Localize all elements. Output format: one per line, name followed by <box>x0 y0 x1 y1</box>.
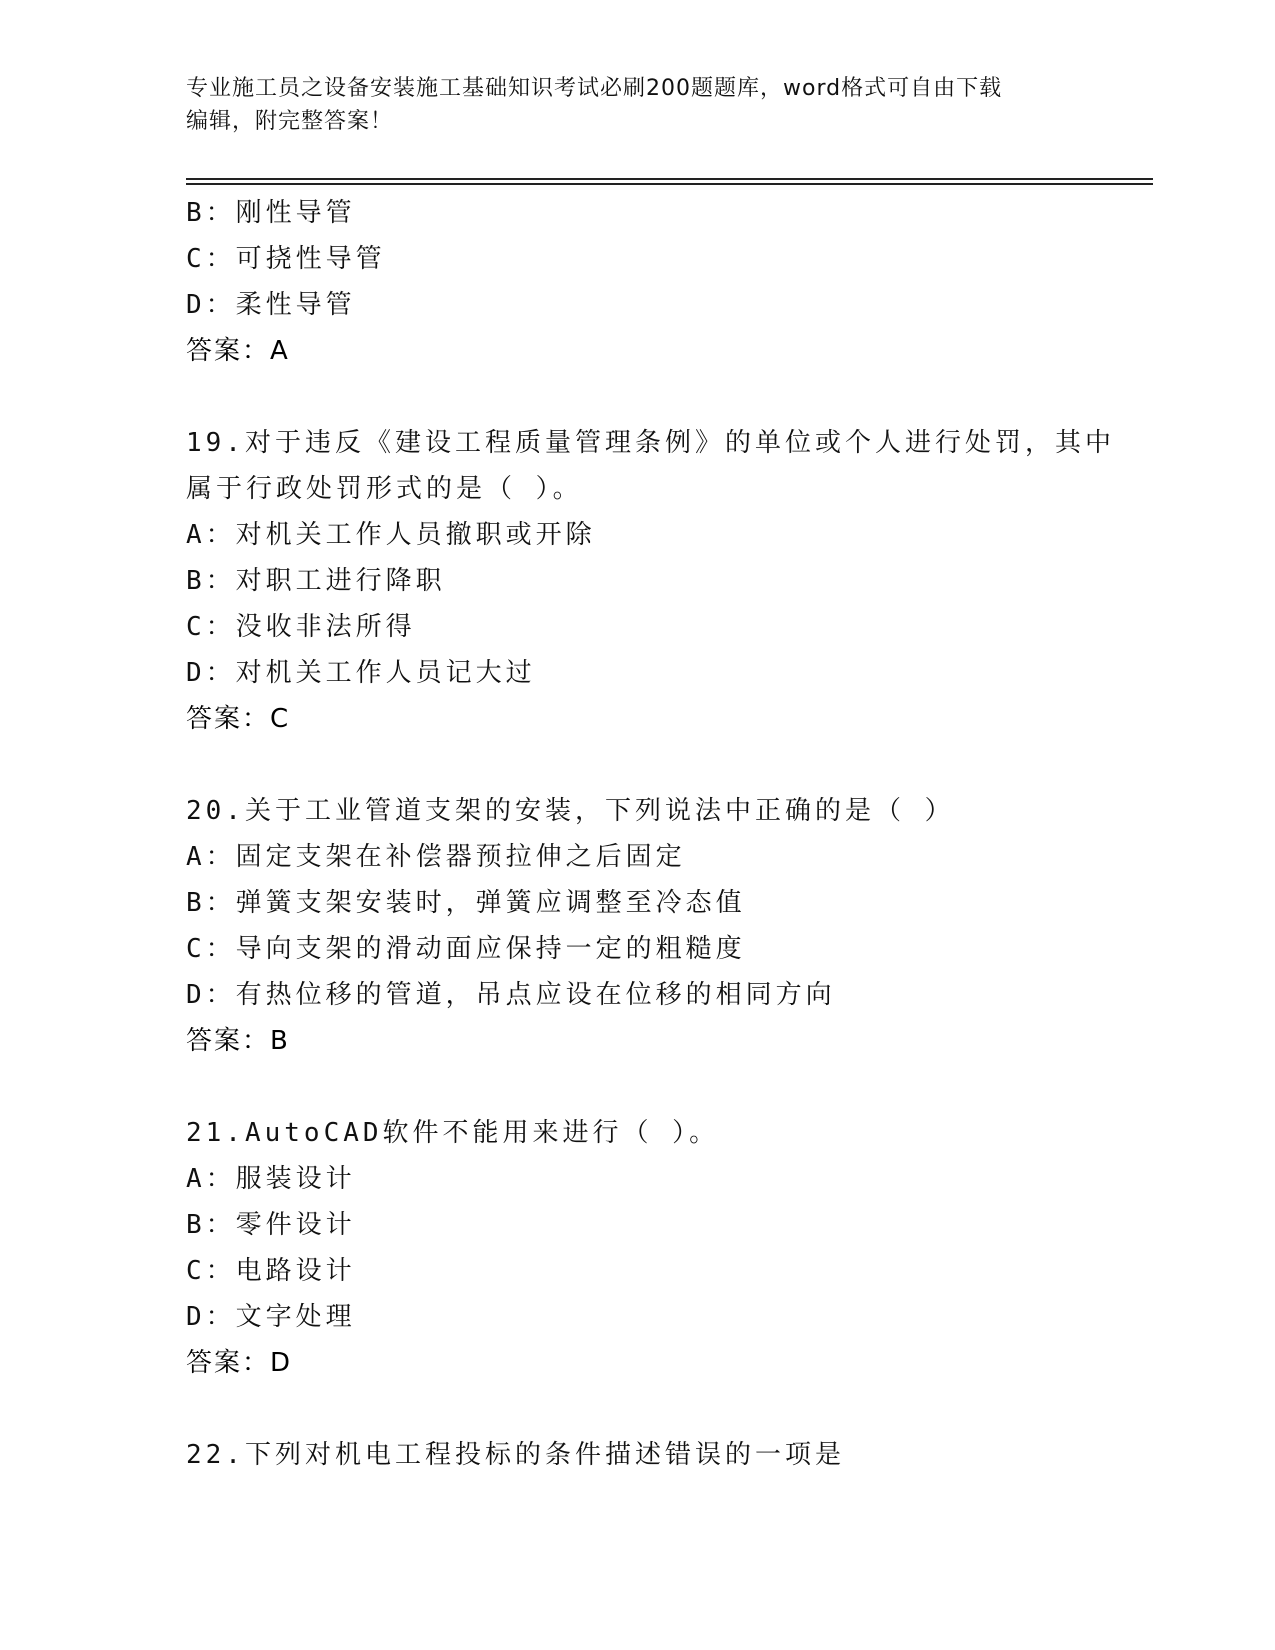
option-b: B：零件设计 <box>186 1210 356 1240</box>
option-c: C：导向支架的滑动面应保持一定的粗糙度 <box>186 934 746 964</box>
option-a: A：服装设计 <box>186 1164 356 1194</box>
question-18-tail <box>186 190 1086 374</box>
option-c: C：没收非法所得 <box>186 612 416 642</box>
option-b: B：弹簧支架安装时，弹簧应调整至冷态值 <box>186 888 746 918</box>
header-line-2: 编辑，附完整答案！ <box>186 109 394 134</box>
header-rule-bottom <box>186 183 1153 185</box>
question-stem-line: 属于行政处罚形式的是（ ）。 <box>186 474 583 504</box>
answer-line: 答案：D <box>186 1348 293 1378</box>
header-rule-top <box>186 178 1153 180</box>
spacer <box>186 742 1086 788</box>
option-c: C：电路设计 <box>186 1256 356 1286</box>
document-header <box>186 72 1066 138</box>
spacer <box>186 1386 1086 1432</box>
question-21 <box>186 1110 1086 1386</box>
question-19 <box>186 420 1115 742</box>
option-d: D：有热位移的管道，吊点应设在位移的相同方向 <box>186 980 836 1010</box>
option-d: D：文字处理 <box>186 1302 356 1332</box>
option-a: A：对机关工作人员撤职或开除 <box>186 520 596 550</box>
option-b: B：刚性导管 <box>186 198 356 228</box>
option-d: D：对机关工作人员记大过 <box>186 658 536 688</box>
answer-line: 答案：B <box>186 1026 290 1056</box>
option-a: A：固定支架在补偿器预拉伸之后固定 <box>186 842 686 872</box>
question-stem-line: 19.对于违反《建设工程质量管理条例》的单位或个人进行处罚，其中 <box>186 428 1115 458</box>
option-b: B：对职工进行降职 <box>186 566 446 596</box>
header-line-1: 专业施工员之设备安装施工基础知识考试必刷200题题库，word格式可自由下载 <box>186 76 1003 101</box>
question-22 <box>186 1432 1086 1478</box>
question-list <box>186 190 1115 1478</box>
answer-line: 答案：C <box>186 704 291 734</box>
spacer <box>186 1064 1086 1110</box>
question-stem-line: 21.AutoCAD软件不能用来进行（ ）。 <box>186 1118 720 1148</box>
answer-line: 答案：A <box>186 336 290 366</box>
spacer <box>186 374 1086 420</box>
option-c: C：可挠性导管 <box>186 244 386 274</box>
question-stem-line: 22.下列对机电工程投标的条件描述错误的一项是 <box>186 1440 845 1470</box>
question-20 <box>186 788 1086 1064</box>
option-d: D：柔性导管 <box>186 290 356 320</box>
question-stem-line: 20.关于工业管道支架的安装，下列说法中正确的是（ ） <box>186 796 955 826</box>
